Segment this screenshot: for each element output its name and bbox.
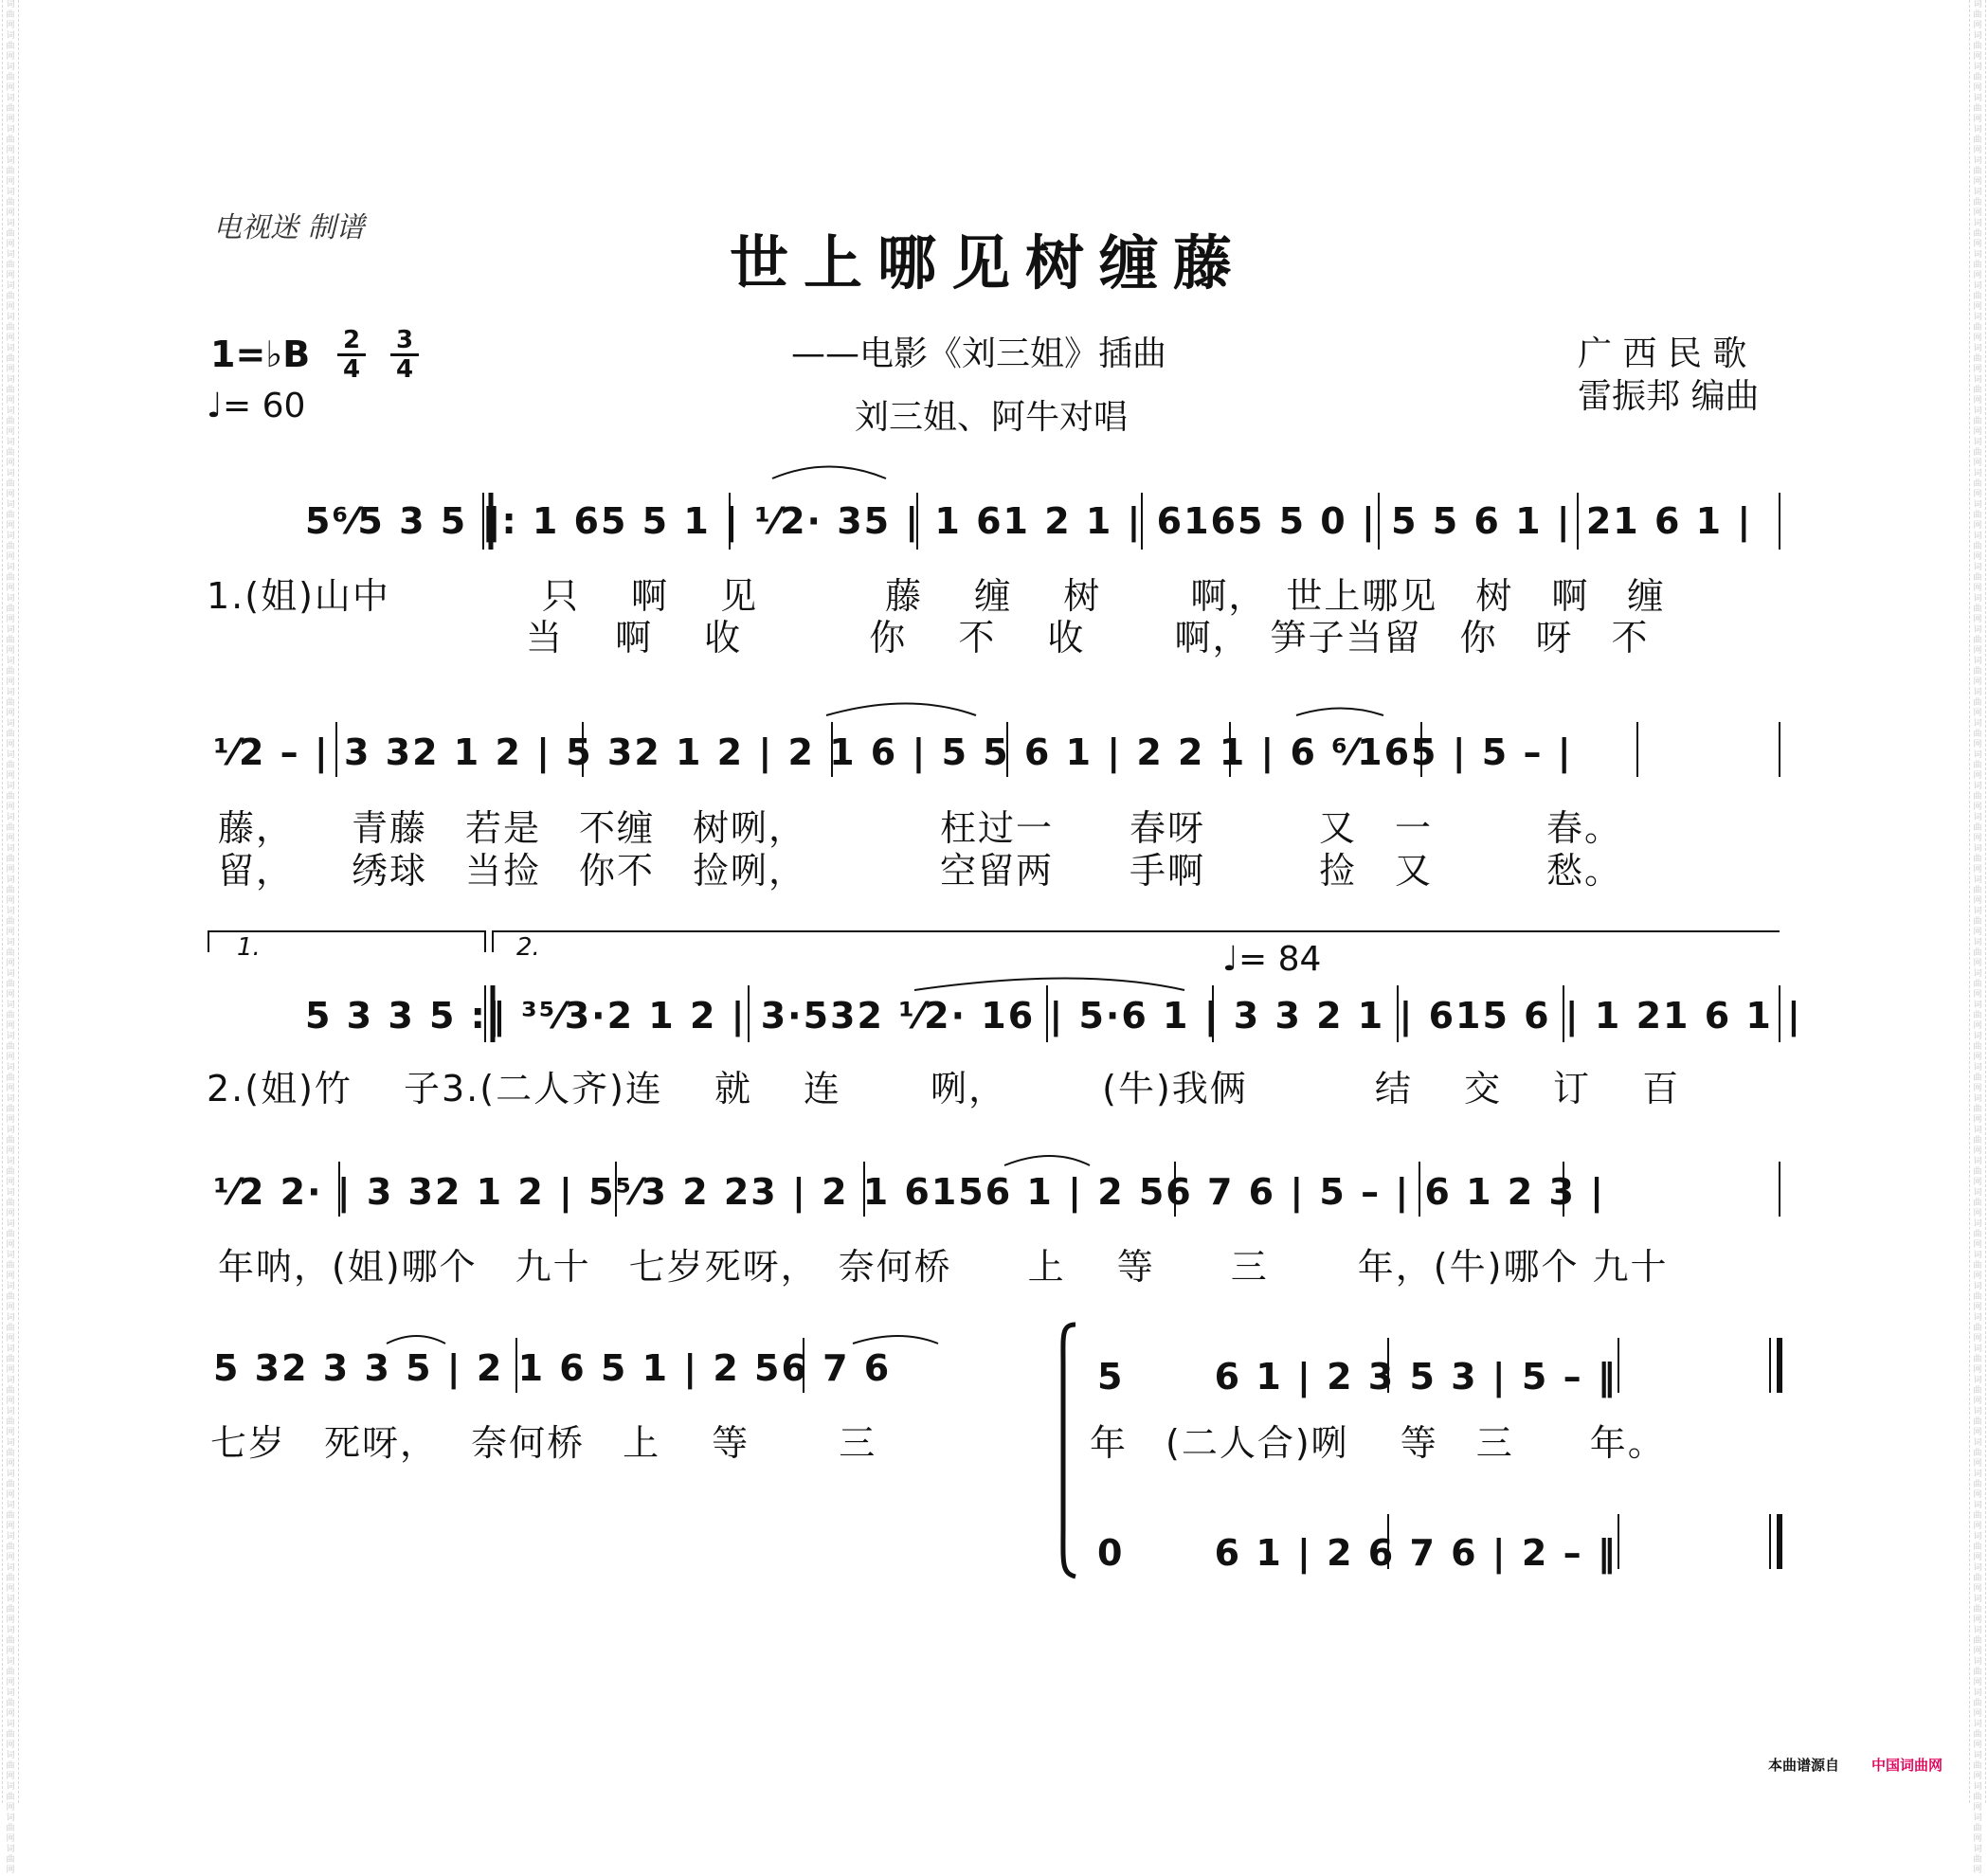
system4-lyric: 年呐，(姐)哪个 九十 七岁死呀， 奈何桥 上 等 三 年，(牛)哪个 九十 [218,1246,1669,1288]
tie [1004,1156,1090,1165]
key-signature: 1=♭B [210,334,311,375]
tie [826,704,976,716]
system5-lower-part-notes: 0 6 1 | 2 6 7 6 | 2 – ‖ [1097,1532,1618,1574]
score-maker: 电视迷 制谱 [213,211,365,244]
tie [914,979,1184,991]
tie [772,467,886,479]
part-bracket [1063,1325,1075,1577]
system3-lyric: 2.(姐)竹 子3.(二人齐)连 就 连 咧， (牛)我俩 结 交 订 百 [207,1068,1681,1109]
tempo-change-marking: ♩= 84 [1222,940,1322,979]
system5-upper-part-lyric: 年 (二人合)咧 等 三 年。 [1090,1422,1666,1464]
footer-site-link[interactable]: 中国词曲网 [1871,1757,1943,1774]
ts2-bottom: 4 [395,355,414,384]
ts1-top: 2 [342,326,361,354]
system1-notes: 5⁶⁄5 3 5 ‖: 1 65 5 1 | ¹⁄2· 35 | 1 61 2 1 | 6165 5 0 | 5 5 6 1 | 21 6 1 | [305,500,1753,542]
watermark-strip-right: 词曲网词曲网词曲网词曲网词曲网词曲网词曲网词曲网词曲网词曲网词曲网词曲网词曲网词曲网词曲网词曲网词曲网词曲网词曲网词曲网词曲网词曲网词曲网词曲网词曲网词曲网词曲网词曲网词曲网词曲网词曲网词曲网词曲网词曲网词曲网词曲网词曲网词曲网词曲网词曲网词曲网词曲网词曲网词曲网词曲网词曲网词曲网词曲网词曲网词曲网词曲网词曲网词曲网词曲网词曲网词曲网词曲网词曲网词曲网词曲网 [1969,0,1986,1803]
watermark-strip-left: 词曲网词曲网词曲网词曲网词曲网词曲网词曲网词曲网词曲网词曲网词曲网词曲网词曲网词曲网词曲网词曲网词曲网词曲网词曲网词曲网词曲网词曲网词曲网词曲网词曲网词曲网词曲网词曲网词曲网词曲网词曲网词曲网词曲网词曲网词曲网词曲网词曲网词曲网词曲网词曲网词曲网词曲网词曲网词曲网词曲网词曲网词曲网词曲网词曲网词曲网词曲网词曲网词曲网词曲网词曲网词曲网词曲网词曲网词曲网词曲网 [2,0,19,1803]
volta-2-bracket [493,931,1780,952]
ts2-top: 3 [395,326,414,354]
ts1-bottom: 4 [342,355,361,384]
tie [1296,709,1383,716]
system5-lyric: 七岁 死呀， 奈何桥 上 等 三 [210,1422,877,1464]
system2-lyric-verse2: 留， 绣球 当捡 你不 捡咧， 空留两 手啊 捡 又 愁。 [218,850,1623,892]
system5-upper-part-notes: 5 6 1 | 2 3 5 3 | 5 – ‖ [1097,1356,1618,1398]
page-title: 世上哪见树缠藤 [730,228,1248,298]
volta-1-label: 1. [237,933,261,962]
system1-lyric-verse2: 当 啊 收 你 不 收 啊， 笋子当留 你 呀 不 [526,617,1650,658]
footer-source-label: 本曲谱源自 [1768,1757,1840,1774]
volta-1-bracket [208,931,485,952]
tempo-marking: ♩= 60 [207,387,306,425]
origin-credit: 广 西 民 歌 [1578,334,1747,373]
volta-2-label: 2. [516,933,540,962]
subtitle: ——电影《刘三姐》插曲 [791,334,1167,373]
system1-lyric-verse1: 1.(姐)山中 只 啊 见 藤 缠 树 啊， 世上哪见 树 啊 缠 [207,575,1666,617]
system4-notes: ¹⁄2 2· | 3 32 1 2 | 5⁵⁄3 2 23 | 2 1 6156 1 | 2 56 7 6 | 5 – | 6 1 2 3 | [213,1171,1605,1213]
tie [853,1336,938,1344]
arranger-credit: 雷振邦 编曲 [1578,377,1760,416]
tie [387,1336,445,1344]
system5-notes: 5 32 3 3 5 | 2 1 6 5 1 | 2 56 7 6 [213,1347,892,1389]
system2-lyric-verse1: 藤， 青藤 若是 不缠 树咧， 枉过一 春呀 又 一 春。 [218,807,1623,849]
system3-notes: 5 3 3 5 :‖ ³⁵⁄3·2 1 2 | 3·532 ¹⁄2· 16 | 5·6 1 | 3 3 2 1 | 615 6 | 1 21 6 1 | [305,995,1802,1037]
system2-notes: ¹⁄2 – | 3 32 1 2 | 5 32 1 2 | 2 1 6 | 5 5 6 1 | 2 2 1 | 6 ⁶⁄165 | 5 – | [213,731,1573,773]
performers: 刘三姐、阿牛对唱 [855,398,1129,437]
